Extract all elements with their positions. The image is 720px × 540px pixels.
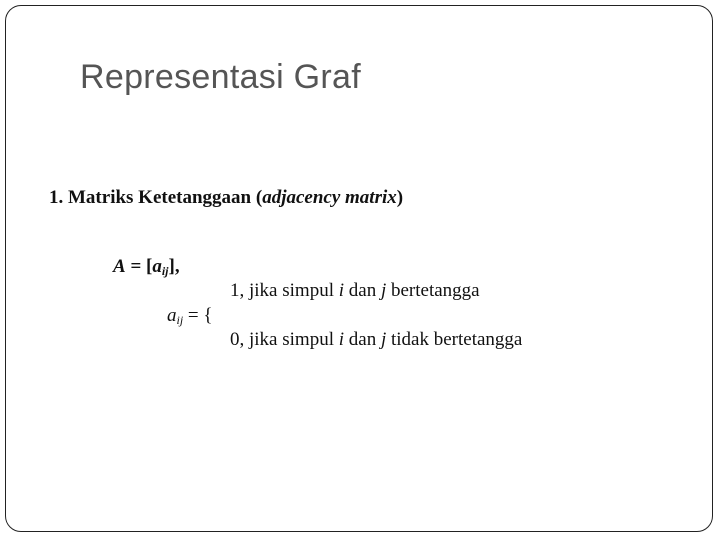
section-term: adjacency matrix (262, 187, 397, 208)
slide-title: Representasi Graf (80, 58, 362, 96)
section-number: 1. (49, 187, 64, 208)
element-definition-symbol: a (167, 305, 177, 326)
case-one-var-j: j (380, 280, 387, 301)
case-zero (230, 329, 522, 351)
case-zero-text-a: jika simpul (249, 329, 334, 350)
case-zero-var-j: j (380, 329, 387, 350)
matrix-symbol: A (113, 256, 126, 277)
case-one (230, 280, 480, 302)
section-heading: 1. Matriks Ketetanggaan (adjacency matrix) (49, 187, 404, 208)
case-zero-var-i: i (338, 329, 345, 350)
element-symbol: a (152, 256, 162, 277)
case-zero-value: 0, (230, 329, 245, 350)
section-name: Matriks Ketetanggaan (68, 187, 252, 208)
case-zero-text-c: tidak bertetangga (390, 329, 523, 350)
case-one-text-a: jika simpul (249, 280, 334, 301)
case-one-value: 1, (230, 280, 245, 301)
case-one-text-c: bertetangga (390, 280, 480, 301)
case-one-var-i: i (338, 280, 345, 301)
case-zero-text-b: dan (348, 329, 377, 350)
element-subscript: ij (161, 264, 169, 278)
element-definition-subscript: ij (176, 313, 184, 327)
element-definition: $a_{ij}$ = { (167, 305, 213, 327)
case-one-text-b: dan (348, 280, 377, 301)
matrix-definition: $A = [a_{ij}]$, (113, 256, 180, 278)
